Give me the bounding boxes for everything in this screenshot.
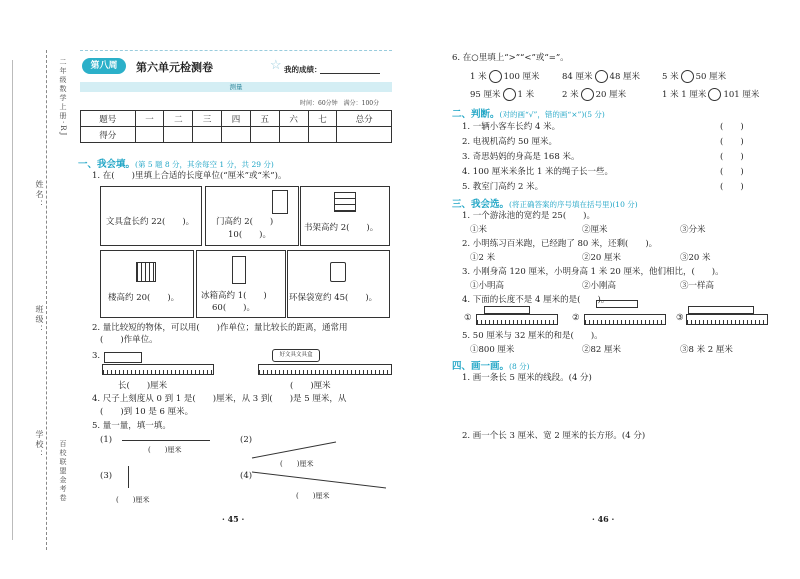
grade-label: 二年级数学上册·RJ	[59, 58, 67, 138]
choice-option[interactable]: ②	[572, 313, 580, 323]
class-field-label: 班级：	[35, 305, 44, 335]
topic-band: 测量	[80, 82, 392, 92]
building-icon	[136, 262, 156, 282]
grid-text: 文具盒长约 22( )。	[106, 217, 195, 227]
compare-left: 1 米 1 厘米	[662, 90, 707, 100]
grid-text: 60( )。	[212, 303, 255, 313]
q5-item-1: (1)	[100, 435, 113, 445]
binding-border	[12, 60, 13, 540]
choice-question: 5. 50 厘米与 32 厘米的和是( )。	[462, 331, 603, 341]
school-field-label: 学校：	[35, 430, 44, 460]
judge-item: 2. 电视机高约 50 厘米。	[462, 137, 558, 147]
question-1: 1. 在( )里填上合适的长度单位(“厘米”或“米”)。	[92, 171, 287, 181]
choice-option[interactable]: ③20 米	[680, 253, 711, 263]
section-title: 三、我会选。	[452, 199, 510, 210]
header-cell: 六	[279, 111, 308, 127]
header-cell: 总分	[337, 111, 392, 127]
section-2-heading	[452, 106, 605, 120]
page-number: · 45 ·	[222, 514, 245, 524]
grid-cell	[287, 250, 390, 318]
score-table	[80, 110, 392, 143]
q5-item-2: (2)	[240, 435, 253, 445]
compare-left: 95 厘米	[470, 90, 501, 100]
choice-option[interactable]: ③分米	[680, 225, 706, 235]
section-title: 二、判断。	[452, 109, 500, 120]
ruler-1	[102, 364, 214, 375]
score-cell[interactable]	[337, 127, 392, 143]
compare-item	[562, 88, 626, 101]
question-2: 2. 量比较短的物体，可以用( )作单位；量比较长的距离，通常用	[92, 323, 348, 333]
compare-circle[interactable]	[489, 70, 502, 83]
option-ruler-1	[476, 314, 558, 325]
score-cell[interactable]	[308, 127, 337, 143]
judge-item: 3. 奇思妈妈的身高是 168 米。	[462, 152, 580, 162]
star-icon: ☆	[270, 58, 282, 73]
section-note: (将正确答案的序号填在括号里)(10 分)	[509, 200, 638, 209]
compare-right: 48 厘米	[609, 72, 641, 82]
strip-2	[596, 300, 638, 308]
section-title: 四、画一画。	[452, 361, 510, 372]
choice-option[interactable]: ①800 厘米	[470, 345, 515, 355]
compare-item	[662, 88, 759, 101]
section-note: (第 5 题 8 分，其余每空 1 分，共 29 分)	[135, 160, 274, 169]
grid-text: 冰箱高约 1( )	[201, 291, 267, 301]
choice-option[interactable]: ②小刚高	[582, 281, 617, 291]
score-cell[interactable]	[279, 127, 308, 143]
grid-text: 环保袋宽约 45( )。	[289, 293, 378, 303]
choice-question: 3. 小刚身高 120 厘米，小明身高 1 米 20 厘米，他们相比，( )。	[462, 267, 724, 277]
page-number: · 46 ·	[592, 514, 615, 524]
compare-circle[interactable]	[503, 88, 516, 101]
compare-left: 2 米	[562, 90, 579, 100]
choice-option[interactable]: ①小明高	[470, 281, 505, 291]
judge-item: 1. 一辆小客车长约 4 米。	[462, 122, 561, 132]
compare-right: 100 厘米	[503, 72, 540, 82]
choice-option[interactable]: ②20 厘米	[582, 253, 622, 263]
choice-option[interactable]: ③一样高	[680, 281, 715, 291]
q5-blank: ( )厘米	[280, 460, 314, 468]
choice-option[interactable]: ①米	[470, 225, 488, 235]
section-4-heading	[452, 358, 530, 372]
compare-left: 84 厘米	[562, 72, 593, 82]
segment-1	[122, 440, 210, 441]
section-title: 一、我会填。	[78, 159, 136, 170]
time-info: 时间：60分钟 满分：100分	[300, 100, 380, 107]
judge-answer[interactable]: ( )	[720, 182, 744, 192]
compare-right: 20 厘米	[595, 90, 627, 100]
week-badge: 第八周	[82, 58, 126, 74]
segment-3	[128, 466, 129, 488]
choice-option[interactable]: ③8 米 2 厘米	[680, 345, 733, 355]
choice-question: 2. 小明练习百米跑，已经跑了 80 米，还剩( )。	[462, 239, 658, 249]
grid-text: 楼高约 20( )。	[108, 293, 180, 303]
my-score-field[interactable]	[320, 73, 380, 74]
compare-left: 1 米	[470, 72, 487, 82]
compare-circle[interactable]	[708, 88, 721, 101]
q5-blank: ( )厘米	[148, 446, 182, 454]
bag-icon	[330, 262, 346, 282]
header-cell: 题号	[81, 111, 136, 127]
choice-option[interactable]: ③	[676, 313, 684, 323]
question-4-cont: ( )到 10 是 6 厘米。	[100, 407, 194, 417]
judge-answer[interactable]: ( )	[720, 152, 744, 162]
compare-circle[interactable]	[681, 70, 694, 83]
question-6: 6. 在○里填上“>”“<”或“=”。	[452, 53, 569, 63]
grid-text: 门高约 2( )	[216, 217, 274, 227]
section-1-heading	[78, 156, 274, 170]
question-5: 5. 量一量，填一填。	[92, 421, 171, 431]
choice-option[interactable]: ②厘米	[582, 225, 608, 235]
binding-line	[46, 50, 47, 550]
header-cell: 四	[222, 111, 251, 127]
compare-right: 101 厘米	[723, 90, 760, 100]
draw-task-2: 2. 画一个长 3 厘米、宽 2 厘米的长方形。(4 分)	[462, 431, 646, 441]
compare-circle[interactable]	[595, 70, 608, 83]
judge-item: 4. 100 厘米米条比 1 米的绳子长一些。	[462, 167, 614, 177]
choice-option[interactable]: ①	[464, 313, 472, 323]
choice-option[interactable]: ①2 米	[470, 253, 496, 263]
bookshelf-icon	[334, 192, 356, 212]
compare-left: 5 米	[662, 72, 679, 82]
score-cell[interactable]	[135, 127, 164, 143]
compare-circle[interactable]	[581, 88, 594, 101]
compare-item	[562, 70, 640, 83]
segment-4	[250, 470, 390, 490]
header-cell: 二	[164, 111, 193, 127]
judge-answer[interactable]: ( )	[720, 167, 744, 177]
compare-right: 50 厘米	[695, 72, 727, 82]
score-table-row	[81, 127, 392, 143]
segment-2	[250, 440, 340, 460]
q5-blank: ( )厘米	[296, 492, 330, 500]
compare-item	[470, 70, 540, 83]
option-ruler-3	[686, 314, 768, 325]
row-label: 得分	[81, 127, 136, 143]
fridge-icon	[232, 256, 246, 284]
score-cell[interactable]	[222, 127, 251, 143]
option-ruler-2	[584, 314, 666, 325]
grid-text: 10( )。	[228, 230, 271, 240]
question-3-answer: 长( )厘米	[118, 381, 168, 391]
name-field-label: 姓名：	[35, 180, 44, 210]
compare-right: 1 米	[517, 90, 535, 100]
q5-blank: ( )厘米	[116, 496, 150, 504]
question-3-label: 3.	[92, 351, 101, 361]
draw-task-1: 1. 画一条长 5 厘米的线段。(4 分)	[462, 373, 592, 383]
question-4: 4. 尺子上刻度从 0 到 1 是( )厘米，从 3 到( )是 5 厘米，从	[92, 394, 347, 404]
judge-answer[interactable]: ( )	[720, 137, 744, 147]
measured-strip	[104, 352, 142, 363]
pencil-case-tag: 好文具文具盒	[272, 349, 320, 362]
judge-item: 5. 教室门高约 2 米。	[462, 182, 544, 192]
question-3-answer-2: ( )厘米	[290, 381, 331, 391]
score-table-header	[81, 111, 392, 127]
page-title: 第六单元检测卷	[136, 61, 213, 74]
header-cell: 五	[250, 111, 279, 127]
series-label: 百校联盟金考卷	[59, 440, 67, 503]
section-note: (8 分)	[509, 362, 530, 371]
strip-1	[484, 306, 530, 314]
choice-option[interactable]: ②82 厘米	[582, 345, 622, 355]
draw-area-2[interactable]	[462, 446, 782, 506]
draw-area-1[interactable]	[462, 386, 782, 426]
strip-3	[688, 306, 754, 314]
section-note: (对的画“√”，错的画“×”)(5 分)	[499, 110, 605, 119]
judge-answer[interactable]: ( )	[720, 122, 744, 132]
compare-item	[662, 70, 726, 83]
choice-question: 4. 下面的长度不是 4 厘米的是( )。	[462, 295, 610, 305]
grid-cell	[100, 250, 194, 318]
grid-text: 书架高约 2( )。	[304, 223, 379, 233]
choice-question: 1. 一个游泳池的宽约是 25( )。	[462, 211, 595, 221]
score-cell[interactable]	[250, 127, 279, 143]
my-score-label: 我的成绩：	[284, 65, 322, 74]
door-icon	[272, 190, 288, 214]
score-cell[interactable]	[164, 127, 193, 143]
header-rule	[80, 50, 392, 52]
question-2-cont: ( )作单位。	[100, 335, 158, 345]
ruler-2	[258, 364, 392, 375]
header-cell: 三	[193, 111, 222, 127]
header-cell: 七	[308, 111, 337, 127]
q5-item-3: (3)	[100, 471, 113, 481]
right-page	[400, 0, 800, 579]
q5-item-4: (4)	[240, 471, 253, 481]
compare-item	[470, 88, 534, 101]
header-cell: 一	[135, 111, 164, 127]
section-3-heading	[452, 196, 638, 210]
score-cell[interactable]	[193, 127, 222, 143]
